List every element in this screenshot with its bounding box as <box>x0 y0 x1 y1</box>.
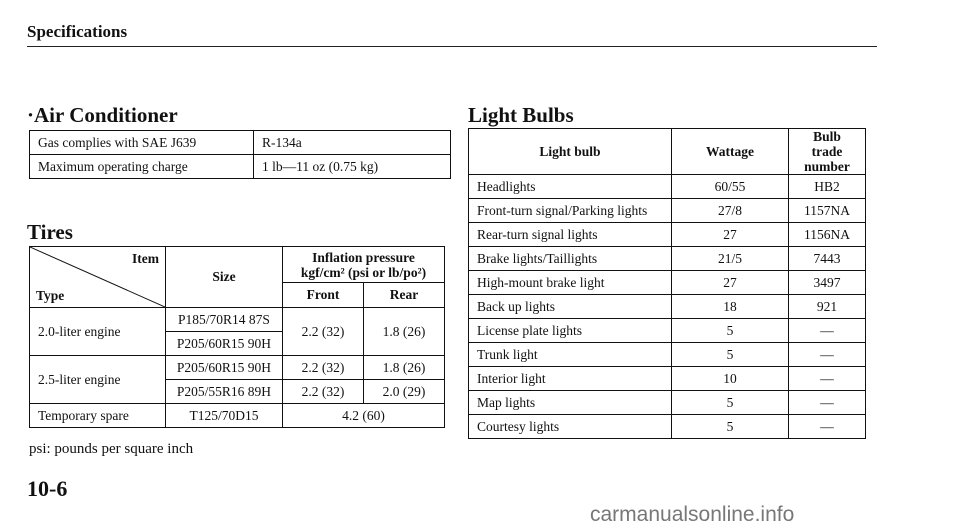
table-row <box>30 155 451 179</box>
tire-size: P205/60R15 90H <box>166 356 283 380</box>
air-conditioner-table <box>29 130 451 179</box>
bulb-wattage: 27 <box>672 271 789 295</box>
header-rule <box>27 46 877 47</box>
bulb-name: Interior light <box>469 367 672 391</box>
item-label: Item <box>132 251 159 266</box>
ac-value: R-134a <box>254 131 451 155</box>
bulb-trade-number: 921 <box>789 295 866 319</box>
tire-front: 2.2 (32) <box>283 308 364 356</box>
inflation-units: kgf/cm² (psi or lb/po²) <box>300 264 427 280</box>
type-label: Type <box>36 288 65 303</box>
bulb-wattage: 27/8 <box>672 199 789 223</box>
bulb-wattage: 5 <box>672 415 789 439</box>
bulb-wattage: 60/55 <box>672 175 789 199</box>
bulb-name: Trunk light <box>469 343 672 367</box>
bulb-trade-number: — <box>789 391 866 415</box>
tire-type: 2.0-liter engine <box>30 308 166 356</box>
table-row <box>469 223 866 247</box>
size-header: Size <box>166 247 283 308</box>
bulb-trade-number: — <box>789 367 866 391</box>
tire-size: P205/55R16 89H <box>166 380 283 404</box>
wattage-header: Wattage <box>672 129 789 175</box>
bulb-name: Courtesy lights <box>469 415 672 439</box>
bulb-trade-number: 1156NA <box>789 223 866 247</box>
light-bulbs-table <box>468 128 866 439</box>
tires-title: Tires <box>27 220 73 244</box>
inflation-label: Inflation pressure <box>312 249 415 265</box>
bulb-wattage: 5 <box>672 319 789 343</box>
table-row <box>469 319 866 343</box>
bulb-trade-number: — <box>789 319 866 343</box>
bulb-wattage: 21/5 <box>672 247 789 271</box>
bulb-rows <box>469 175 866 439</box>
front-header: Front <box>283 283 364 308</box>
bulb-wattage: 5 <box>672 343 789 367</box>
bulb-name: Back up lights <box>469 295 672 319</box>
table-row <box>30 404 445 428</box>
tire-size: T125/70D15 <box>166 404 283 428</box>
table-row <box>469 247 866 271</box>
bulb-name: Headlights <box>469 175 672 199</box>
bulb-wattage: 18 <box>672 295 789 319</box>
table-row <box>469 199 866 223</box>
table-row <box>469 367 866 391</box>
tire-rear: 1.8 (26) <box>364 308 445 356</box>
page-number: 10-6 <box>27 476 68 501</box>
watermark: carmanualsonline.info <box>590 503 795 526</box>
table-row <box>30 356 445 380</box>
bulb-wattage: 5 <box>672 391 789 415</box>
tire-front: 2.2 (32) <box>283 380 364 404</box>
tires-table <box>29 246 445 428</box>
bulb-wattage: 10 <box>672 367 789 391</box>
table-row <box>30 308 445 332</box>
tire-rear: 2.0 (29) <box>364 380 445 404</box>
bulb-trade-number: — <box>789 343 866 367</box>
table-row <box>469 271 866 295</box>
bulb-trade-number: — <box>789 415 866 439</box>
table-row <box>469 343 866 367</box>
table-row <box>469 129 866 175</box>
tire-front: 2.2 (32) <box>283 356 364 380</box>
table-row <box>469 295 866 319</box>
table-row <box>469 391 866 415</box>
tire-size: P185/70R14 87S <box>166 308 283 332</box>
tire-rear: 1.8 (26) <box>364 356 445 380</box>
page-header: Specifications <box>27 22 128 41</box>
trade-header: Bulb trade number <box>789 129 866 175</box>
bulb-wattage: 27 <box>672 223 789 247</box>
bulb-name: Rear-turn signal lights <box>469 223 672 247</box>
inflation-header <box>283 247 445 283</box>
bulb-header: Light bulb <box>469 129 672 175</box>
ac-value: 1 lb—11 oz (0.75 kg) <box>254 155 451 179</box>
bulb-name: License plate lights <box>469 319 672 343</box>
table-row <box>469 415 866 439</box>
light-bulbs-title: Light Bulbs <box>468 103 574 127</box>
air-conditioner-title: ·Air Conditioner <box>27 103 178 127</box>
tires-footnote: psi: pounds per square inch <box>29 441 194 457</box>
table-row <box>30 247 445 283</box>
tire-type: 2.5-liter engine <box>30 356 166 404</box>
ac-label: Gas complies with SAE J639 <box>30 131 254 155</box>
table-row <box>469 175 866 199</box>
tires-corner-header <box>30 247 166 308</box>
bulb-name: Brake lights/Taillights <box>469 247 672 271</box>
bulb-trade-number: 3497 <box>789 271 866 295</box>
tire-size: P205/60R15 90H <box>166 332 283 356</box>
bulb-trade-number: HB2 <box>789 175 866 199</box>
ac-label: Maximum operating charge <box>30 155 254 179</box>
tire-type: Temporary spare <box>30 404 166 428</box>
bulb-name: High-mount brake light <box>469 271 672 295</box>
bulb-name: Front-turn signal/Parking lights <box>469 199 672 223</box>
bulb-trade-number: 1157NA <box>789 199 866 223</box>
tire-pressure: 4.2 (60) <box>283 404 445 428</box>
bulb-name: Map lights <box>469 391 672 415</box>
rear-header: Rear <box>364 283 445 308</box>
table-row <box>30 131 451 155</box>
bulb-trade-number: 7443 <box>789 247 866 271</box>
